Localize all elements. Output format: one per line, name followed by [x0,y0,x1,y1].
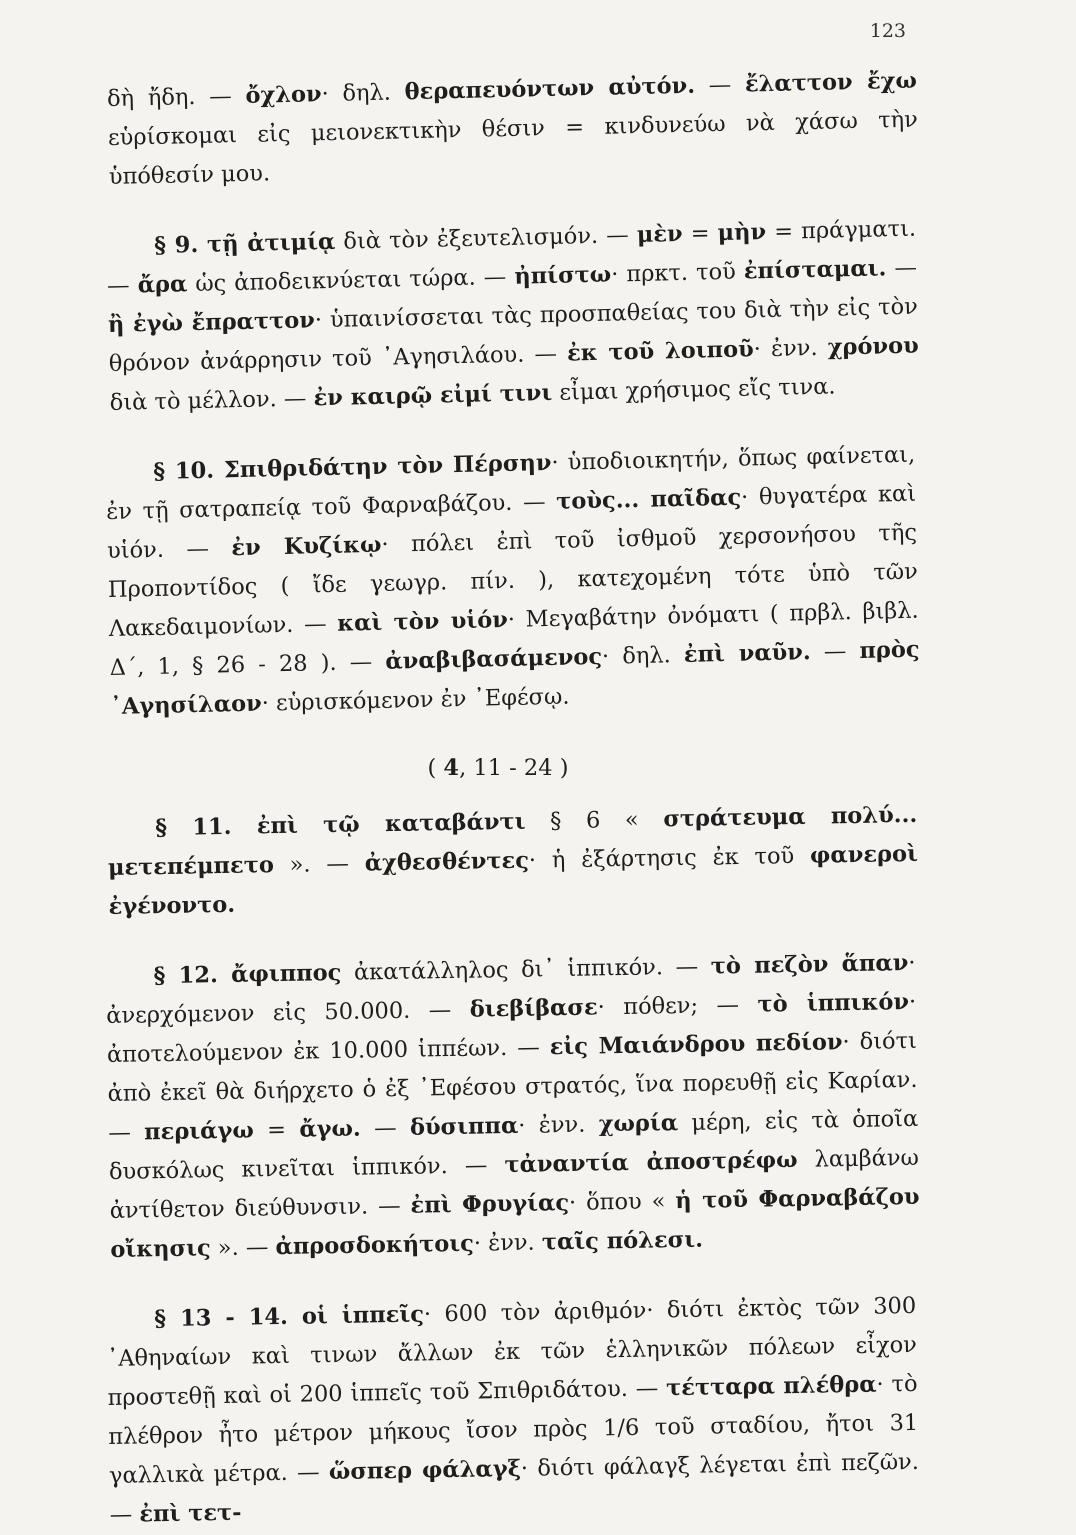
lemma-bold: φανεροὶ ἐγένοντο. [108,840,919,920]
chapter-range: , 11 - 24 [459,755,553,781]
commentary-text: = πράγματι. — [106,215,917,300]
lemma-bold: ἔλαττον ἔχω [744,67,918,98]
lemma-bold: ἄγω. [299,1115,361,1143]
page-number: 123 [869,20,906,42]
commentary-text: · ὑπαινίσσεται τὰς προσπαθείας του διὰ τὴν εἰς τὸν θρόνον ἀνάρρησιν τοῦ ᾿Αγησιλάου. — [108,293,919,377]
lemma-bold: § 13 - 14. [154,1303,303,1333]
paragraph-section-9 [106,210,920,423]
commentary-text: — [886,254,918,282]
commentary-text: · ἐνν. [473,1229,543,1257]
lemma-bold: § 12. [153,961,232,990]
commentary-text: ὡς ἀποδεικνύεται τώρα. — [186,263,515,298]
commentary-text: — [694,71,746,99]
paragraph-intro [107,62,919,197]
commentary-text: λαμβάνω ἀντίθετον διεύθυνσιν. — [109,1144,920,1224]
commentary-text: · Μεγαβάτην ὀνόματι ( πρβλ. βιβλ. Δ΄, 1, § 26 - 28 ). — [109,597,919,681]
lemma-bold: ἄρα [137,271,188,299]
commentary-text: · πόθεν; — [597,991,758,1021]
lemma-bold: ἄφιππος [230,959,342,988]
commentary-text: · εὑρισκόμενον ἐν ᾿Εφέσῳ. [261,683,570,717]
lemma-bold: ἐπὶ Φρυγίας [410,1189,570,1219]
commentary-text: δὴ ἤδη. — [106,82,246,113]
lemma-bold: ἐπὶ τετ- [139,1499,242,1528]
commentary-text: = [253,1116,300,1144]
commentary-text: · θυγατέρα καὶ υἱόν. — [106,480,917,565]
lemma-bold: χρόνου [827,332,919,361]
commentary-text: ». — [273,850,365,879]
paragraph-section-10 [105,436,921,727]
commentary-text: = [682,220,718,247]
lemma-bold: περιάγω [143,1117,254,1146]
commentary-text: · διότι ἀπὸ ἐκεῖ θὰ διήρχετο ὁ ἐξ ᾿Εφέσου στρατός, ἵνα πορευθῇ εἰς Καρίαν. — [107,1027,918,1146]
lemma-bold: § 11. [155,813,258,842]
commentary-text: ». — [210,1234,276,1262]
chapter-reference: ( 4, 11 - 24 ) [427,755,569,781]
commentary-text: · διότι φάλαγξ λέγεται ἐπὶ πεζῶν. — [109,1448,920,1528]
commentary-text: · δηλ. [321,79,405,108]
lemma-bold: μὴν [717,219,767,247]
lemma-bold: ἐπὶ ναῦν. [683,639,811,668]
lemma-bold: δύσιππα [409,1112,519,1141]
commentary-text: · ὑποδιοικητήν, ὅπως φαίνεται, ἐν τῇ σατραπείᾳ τοῦ Φαρναβάζου. — [105,441,916,526]
lemma-bold: καὶ τὸν υἱόν [336,606,509,637]
lemma-bold: ὄχλον [245,81,322,109]
lemma-bold: § 10. [153,457,225,485]
commentary-text: · 600 τὸν ἀριθμόν· διότι ἐκτὸς τῶν 300 ᾿Αθηναίων καὶ τινων ἄλλων ἐκ τῶν ἑλληνικῶν πόλεων εἶχον προστεθῇ καὶ οἱ 200 ἱππεῖς τοῦ Σπιθριδάτου. — [106,1292,918,1412]
lemma-bold: διεβίβασε [469,994,598,1023]
commentary-text: · τὸ πλέθρον ἦτο μέτρον μήκους ἴσον πρὸς 1/6 τοῦ σταδίου, ἤτοι 31 γαλλικὰ μέτρα. — [108,1370,919,1489]
commentary-text: ἀκατάλληλος δι᾿ ἱππικόν. — [341,953,711,986]
lemma-bold: Σπιθριδάτην τὸν Πέρσην [223,449,552,484]
lemma-bold: μὲν [636,220,683,248]
lemma-bold: ἐν Κυζίκῳ [231,531,382,562]
commentary-text: · ἡ ἐξάρτησις ἐκ τοῦ [528,842,811,874]
paragraph-section-11 [107,796,919,927]
lemma-bold: ἐν καιρῷ εἰμί τινι [313,379,553,412]
lemma-bold: τὸ ἱππικόν [757,989,910,1018]
commentary-text: · ἀποτελούμενον ἐκ 10.000 ἱππέων. — [106,988,917,1069]
chapter-number: 4 [443,755,460,781]
lemma-bold: χωρία [598,1110,679,1138]
lemma-bold: οἱ ἱππεῖς [301,1301,425,1330]
lemma-bold: ἀπροσδοκήτοις [275,1230,475,1261]
commentary-text: · ἐνν. [518,1111,599,1139]
lemma-bold: ἀναβιβασάμενος [385,643,603,675]
commentary-text: διὰ τὸν ἐξευτελισμόν. — [334,221,638,255]
lemma-bold: ἠπίστω [514,261,612,290]
paragraph-section-12 [105,944,920,1270]
lemma-bold: ὥσπερ φάλαγξ [328,1455,522,1486]
commentary-text: — [810,637,860,666]
commentary-text: εὑρίσκομαι εἰς μειονεκτικὴν θέσιν = κινδυνεύω νὰ χάσω τὴν ὑπόθεσίν μου. [107,106,919,190]
commentary-text: μέρη, εἰς τὰ ὁποῖα δυσκόλως κινεῖται ἱππικόν. — [108,1105,919,1185]
lemma-bold: τοὺς... παῖδας [555,484,742,515]
lemma-bold: § 9. [153,231,208,259]
commentary-text: · δηλ. [601,641,685,670]
commentary-text: · πρκτ. τοῦ [610,258,745,288]
lemma-bold: θεραπευόντων αὐτόν. [404,72,696,106]
lemma-bold: ἐκ τοῦ λοιποῦ [566,336,755,367]
commentary-text: · πόλει ἐπὶ τοῦ ἰσθμοῦ χερσονήσου τῆς Προποντίδος ( ἴδε γεωγρ. πίν. ), κατεχομένη τότε ὑπὸ τῶν Λακεδαιμονίων. — [107,519,919,642]
commentary-text: · ὅπου « [568,1188,676,1216]
commentary-text: · ἐνν. [753,334,828,363]
lemma-bold: ἡ τοῦ Φαρναβάζου οἴκησις [110,1183,920,1263]
lemma-bold: ἀχθεσθέντες [364,847,530,877]
lemma-bold: πρὸς ᾿Αγησίλαον [110,636,920,720]
commentary-text: · ἀνερχόμενον εἰς 50.000. — [106,949,916,1030]
lemma-bold: ταῖς πόλεσι. [541,1226,704,1256]
lemma-bold: ἐπίσταμαι. [743,255,887,285]
lemma-bold: εἰς Μαιάνδρου πεδίον [549,1029,843,1061]
commentary-text: — [360,1114,411,1142]
lemma-bold: τὸ πεζὸν ἅπαν [710,950,909,980]
commentary-text: § 6 « [525,806,664,835]
lemma-bold: τῇ ἀτιμίᾳ [206,228,336,258]
lemma-bold: ἐπὶ τῷ καταβάντι [256,808,526,840]
commentary-body [105,67,920,1535]
paragraph-section-13-14 [106,1287,920,1535]
lemma-bold: ἢ ἐγὼ ἔπραττον [107,307,316,338]
lemma-bold: τἀναντία ἀποστρέφω [504,1146,798,1179]
commentary-text: διὰ τὸ μέλλον. — [109,385,314,416]
commentary-text: εἶμαι χρήσιμος εἴς τινα. [551,373,836,406]
lemma-bold: στράτευμα πολύ... μετεπέμπετο [107,801,918,881]
lemma-bold: τέτταρα πλέθρα [665,1371,877,1402]
